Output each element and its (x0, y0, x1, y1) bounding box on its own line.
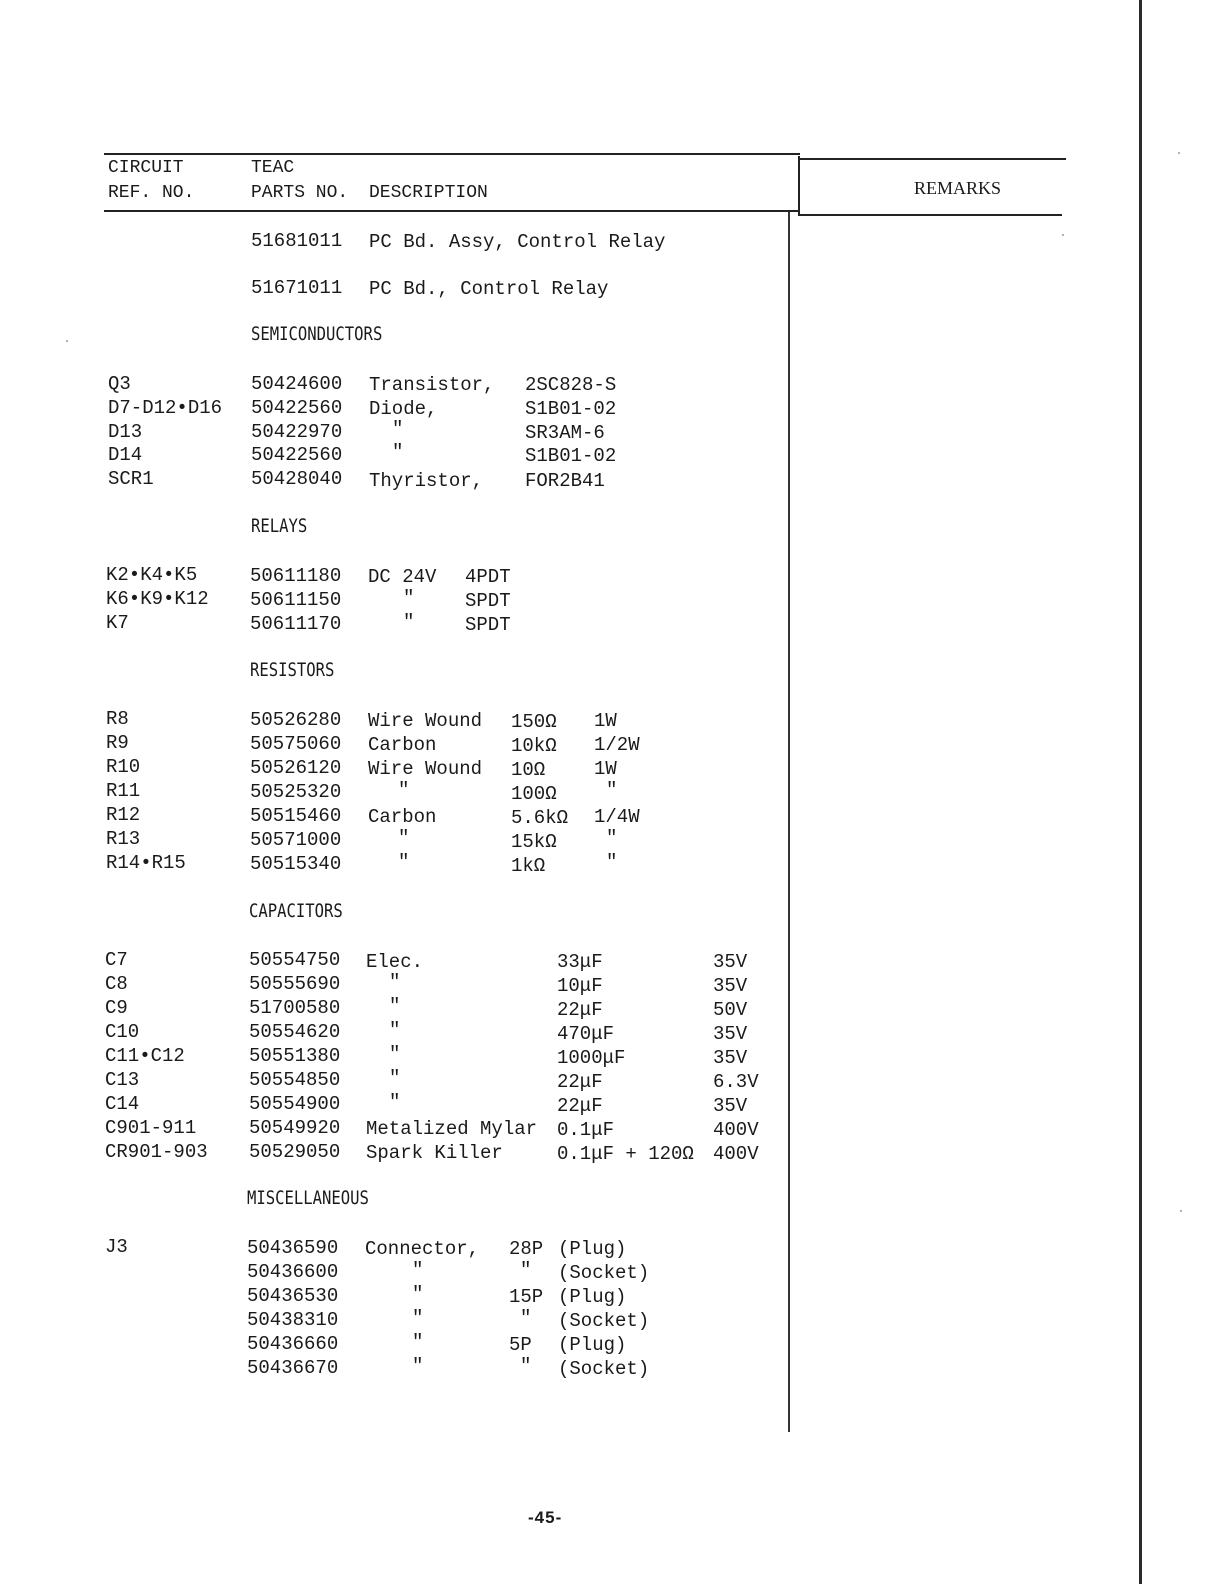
ditto-mark: " (403, 587, 415, 609)
part-no: 50611150 (250, 589, 342, 611)
voltage-rating: 35V (713, 951, 748, 973)
header-bottom-rule (104, 210, 800, 212)
part-no: 51700580 (249, 997, 341, 1019)
pin-count: 5P (509, 1334, 532, 1356)
part-no: 50526280 (250, 709, 342, 731)
page-edge-shadow (1139, 0, 1142, 1584)
ref-no: K7 (106, 612, 129, 634)
voltage-rating: 35V (713, 1023, 748, 1045)
capacitance-value: 10μF (557, 975, 603, 997)
part-no: 50555690 (249, 973, 341, 995)
resistance-value: 5.6kΩ (511, 807, 569, 829)
capacitance-value: 33μF (557, 951, 603, 973)
capacitance-value: 470μF (557, 1023, 615, 1045)
resistance-value: 150Ω (511, 711, 557, 733)
ref-no: J3 (105, 1236, 128, 1258)
scan-speck (1178, 152, 1180, 154)
part-type: Connector, (365, 1238, 480, 1260)
ditto-mark: " (389, 971, 401, 993)
part-model: S1B01-02 (525, 445, 617, 467)
ditto-mark: " (392, 418, 404, 440)
part-type: Thyristor, (369, 470, 484, 492)
part-no: 50571000 (250, 829, 342, 851)
part-no: 50436670 (247, 1357, 339, 1379)
part-model: 2SC828-S (525, 374, 617, 396)
part-type: Metalized Mylar (366, 1118, 538, 1140)
ref-no: K6•K9•K12 (106, 588, 209, 610)
part-model: S1B01-02 (525, 398, 617, 420)
ref-no: R12 (106, 804, 141, 826)
header-top-rule (104, 153, 800, 155)
ref-no: C9 (105, 997, 128, 1019)
section-title-resistors: RESISTORS (250, 659, 335, 681)
ref-no: C901-911 (105, 1117, 197, 1139)
voltage-rating: 35V (713, 1095, 748, 1117)
resistance-value: 1kΩ (511, 855, 546, 877)
voltage-rating: 35V (713, 1047, 748, 1069)
ref-no: R8 (106, 708, 129, 730)
ref-no: SCR1 (108, 468, 154, 490)
part-model: SR3AM-6 (525, 422, 605, 444)
capacitance-value: 0.1μF (557, 1119, 615, 1141)
part-no: 50575060 (250, 733, 342, 755)
part-no: 50436530 (247, 1285, 339, 1307)
header-bottom-rule-remarks (798, 214, 1062, 216)
part-no: 50525320 (250, 781, 342, 803)
connector-kind: (Plug) (558, 1286, 627, 1308)
resistance-value: 10Ω (511, 759, 546, 781)
power-rating: 1W (594, 710, 617, 732)
part-type: Wire Wound (368, 710, 483, 732)
part-no: 50554850 (249, 1069, 341, 1091)
part-no: 50611180 (250, 565, 342, 587)
part-no: 50529050 (249, 1141, 341, 1163)
header-description-label: DESCRIPTION (369, 183, 488, 203)
ditto-mark: " (412, 1259, 424, 1281)
ditto-mark: " (389, 1091, 401, 1113)
part-model: FOR2B41 (525, 470, 605, 492)
assembly-part-no: 51681011 (251, 230, 343, 252)
header-teac-label: TEAC (251, 158, 295, 178)
scan-speck (1062, 234, 1064, 236)
ditto-mark: " (412, 1331, 424, 1353)
ref-no: R11 (106, 780, 141, 802)
capacitance-value: 22μF (557, 1095, 603, 1117)
ref-no: R9 (106, 732, 129, 754)
connector-kind: (Socket) (558, 1358, 650, 1380)
ref-no: CR901-903 (105, 1141, 208, 1163)
part-no: 50551380 (249, 1045, 341, 1067)
part-type: Spark Killer (366, 1142, 503, 1164)
capacitance-value: 22μF (557, 999, 603, 1021)
page-number: -45- (528, 1508, 563, 1527)
part-type: Elec. (366, 951, 424, 973)
part-no: 50515460 (250, 805, 342, 827)
ref-no: R10 (106, 756, 141, 778)
contact-form: SPDT (465, 614, 511, 636)
ref-no: D14 (108, 444, 143, 466)
section-title-semiconductors: SEMICONDUCTORS (251, 323, 383, 345)
capacitance-value: 22μF (557, 1071, 603, 1093)
resistance-value: 100Ω (511, 783, 557, 805)
ditto-mark: " (520, 1355, 532, 1377)
ref-no: D7-D12•D16 (108, 397, 223, 419)
ditto-mark: " (389, 1019, 401, 1041)
part-no: 50428040 (251, 468, 343, 490)
ditto-mark: " (389, 995, 401, 1017)
pin-count: 15P (509, 1286, 544, 1308)
part-no: 50438310 (247, 1309, 339, 1331)
part-type: Wire Wound (368, 758, 483, 780)
header-remarks-label: REMARKS (914, 178, 1002, 198)
remarks-column-divider (798, 156, 800, 214)
header-circuit-label: CIRCUIT (108, 158, 184, 178)
ditto-mark: " (412, 1355, 424, 1377)
part-no: 50554750 (249, 949, 341, 971)
remarks-column-divider-lower (788, 212, 790, 1432)
part-type: Carbon (368, 806, 437, 828)
voltage-rating: 400V (713, 1119, 759, 1141)
voltage-rating: 6.3V (713, 1071, 759, 1093)
connector-kind: (Plug) (558, 1334, 627, 1356)
contact-form: 4PDT (465, 566, 511, 588)
ref-no: R13 (106, 828, 141, 850)
part-no: 50424600 (251, 373, 343, 395)
scan-speck (1180, 1210, 1182, 1212)
ref-no: R14•R15 (106, 852, 186, 874)
ditto-mark: " (412, 1307, 424, 1329)
assembly-description: PC Bd., Control Relay (369, 278, 609, 300)
voltage-rating: 35V (713, 975, 748, 997)
voltage-rating: 400V (713, 1143, 759, 1165)
part-no: 50436600 (247, 1261, 339, 1283)
power-rating: 1W (594, 758, 617, 780)
part-no: 50436660 (247, 1333, 339, 1355)
capacitance-value: 0.1μF + 120Ω (557, 1143, 694, 1165)
part-type: DC 24V (368, 566, 437, 588)
part-no: 50422560 (251, 444, 343, 466)
ditto-mark: " (389, 1043, 401, 1065)
ref-no: Q3 (108, 373, 131, 395)
ditto-mark: " (398, 851, 410, 873)
connector-kind: (Socket) (558, 1262, 650, 1284)
part-type: Transistor, (369, 374, 495, 396)
scan-speck (66, 340, 68, 342)
assembly-description: PC Bd. Assy, Control Relay (369, 231, 666, 253)
capacitance-value: 1000μF (557, 1047, 626, 1069)
ref-no: C14 (105, 1093, 140, 1115)
part-no: 50422970 (251, 421, 343, 443)
ditto-mark: " (392, 441, 404, 463)
header-ref-no-label: REF. NO. (108, 183, 195, 203)
ditto-mark: " (520, 1259, 532, 1281)
ref-no: C11•C12 (105, 1045, 185, 1067)
section-title-miscellaneous: MISCELLANEOUS (247, 1187, 369, 1209)
part-no: 50515340 (250, 853, 342, 875)
pin-count: 28P (509, 1238, 544, 1260)
ditto-mark: " (520, 1307, 532, 1329)
part-no: 50554620 (249, 1021, 341, 1043)
connector-kind: (Socket) (558, 1310, 650, 1332)
power-rating: 1/4W (594, 806, 640, 828)
assembly-part-no: 51671011 (251, 277, 343, 299)
ref-no: K2•K4•K5 (106, 564, 198, 586)
part-type: Diode, (369, 398, 438, 420)
ditto-mark: " (606, 779, 618, 801)
ditto-mark: " (398, 827, 410, 849)
ref-no: C13 (105, 1069, 140, 1091)
connector-kind: (Plug) (558, 1238, 627, 1260)
ref-no: D13 (108, 421, 143, 443)
part-no: 50436590 (247, 1237, 339, 1259)
part-no: 50611170 (250, 613, 342, 635)
ditto-mark: " (389, 1067, 401, 1089)
power-rating: 1/2W (594, 734, 640, 756)
section-title-capacitors: CAPACITORS (249, 900, 343, 922)
resistance-value: 15kΩ (511, 831, 557, 853)
ref-no: C10 (105, 1021, 140, 1043)
voltage-rating: 50V (713, 999, 748, 1021)
ditto-mark: " (606, 851, 618, 873)
header-top-rule-remarks (798, 158, 1066, 160)
part-type: Carbon (368, 734, 437, 756)
part-no: 50554900 (249, 1093, 341, 1115)
part-no: 50422560 (251, 397, 343, 419)
ditto-mark: " (403, 611, 415, 633)
ref-no: C7 (105, 949, 128, 971)
ditto-mark: " (398, 779, 410, 801)
ditto-mark: " (606, 827, 618, 849)
ref-no: C8 (105, 973, 128, 995)
contact-form: SPDT (465, 590, 511, 612)
ditto-mark: " (412, 1283, 424, 1305)
resistance-value: 10kΩ (511, 735, 557, 757)
header-parts-no-label: PARTS NO. (251, 183, 349, 203)
part-no: 50526120 (250, 757, 342, 779)
part-no: 50549920 (249, 1117, 341, 1139)
section-title-relays: RELAYS (251, 515, 308, 537)
